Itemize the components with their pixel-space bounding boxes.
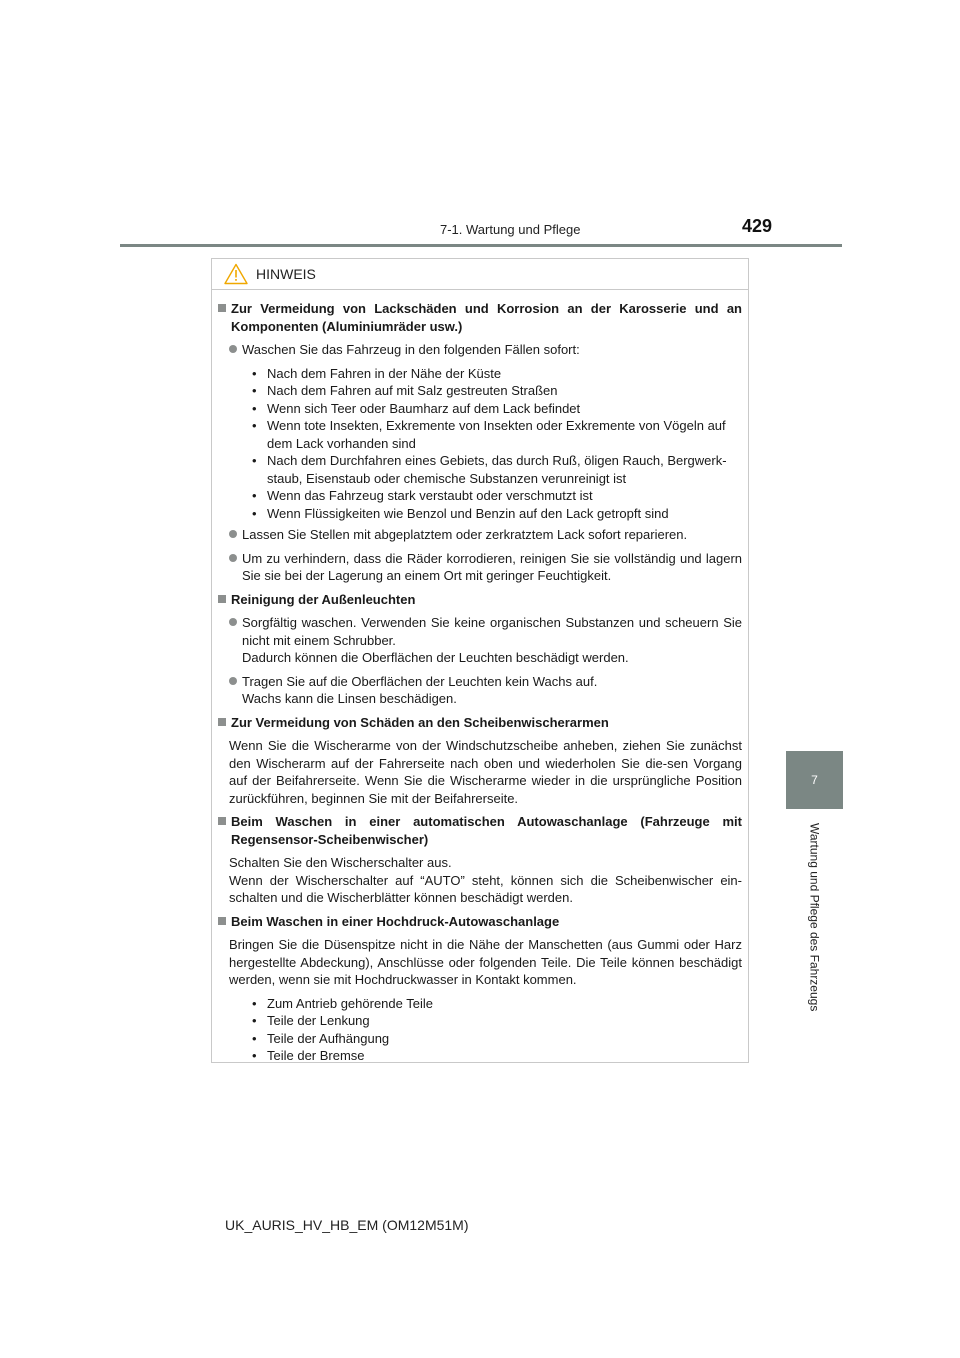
section-heading: Beim Waschen in einer Hochdruck-Autowaschanlage: [218, 913, 742, 931]
header-divider: [120, 244, 842, 247]
paragraph: Bringen Sie die Düsenspitze nicht in die Nähe der Manschetten (aus Gummi oder Harz hergestellte Abdeckung), Anschlüsse oder folgenden Teile. Die Teile können beschädigt werden, wenn sie mit Hochdruckwasser in Kontakt kommen.: [229, 937, 742, 987]
chapter-number: 7: [811, 773, 818, 787]
square-bullet-icon: [218, 817, 226, 825]
notice-label: HINWEIS: [256, 266, 316, 282]
chapter-title: Wartung und Pflege des Fahrzeugs: [807, 822, 822, 1012]
list-item: Tragen Sie auf die Oberflächen der Leuchten kein Wachs auf. Wachs kann die Linsen beschädigen.: [229, 673, 742, 708]
paragraph: Wenn Sie die Wischerarme von der Windschutzscheibe anheben, ziehen Sie zunächst den Wischerarm auf der Fahrerseite nach oben und wiederholen Sie die-sen Vorgang auf der Beifahrerseite. Wenn Sie die Wischerarme wieder in die ursprüngliche Position zurückführen, beginnen Sie mit der Beifahrerseite.: [229, 738, 742, 806]
bullet-list: [247, 995, 742, 1065]
section-heading: Zur Vermeidung von Schäden an den Scheibenwischerarmen: [218, 714, 742, 732]
list-item: Sorgfältig waschen. Verwenden Sie keine organischen Substanzen und scheuern Sie nicht mit einem Schrubber. Dadurch können die Oberflächen der Leuchten beschädigt werden.: [229, 614, 742, 667]
paragraph: Schalten Sie den Wischerschalter aus. Wenn der Wischerschalter auf “AUTO” steht, können sich die Scheibenwischer ein-schalten und die Wischerblätter können beschädigt werden.: [229, 855, 742, 905]
list-item: Lassen Sie Stellen mit abgeplatztem oder zerkratztem Lack sofort reparieren.: [229, 526, 742, 544]
notice-body: [212, 290, 748, 1065]
bullet-list: [247, 365, 742, 523]
list-item: • Nach dem Fahren auf mit Salz gestreuten Straßen: [252, 383, 558, 398]
list-item: • Teile der Aufhängung: [252, 1030, 390, 1046]
square-bullet-icon: [218, 304, 226, 312]
list-item: • Zum Antrieb gehörende Teile: [252, 995, 433, 1011]
page-number: 429: [742, 216, 773, 236]
list-item: Um zu verhindern, dass die Räder korrodieren, reinigen Sie sie vollständig und lagern Sie sie bei der Lagerung an einem Ort mit geringer Feuchtigkeit.: [229, 550, 742, 585]
section-heading: Beim Waschen in einer automatischen Autowaschanlage (Fahrzeuge mit Regensensor-Scheibenwischer): [218, 813, 742, 848]
section-title: 7-1. Wartung und Pflege: [440, 222, 581, 237]
list-item: • Teile der Lenkung: [252, 1013, 370, 1028]
list-item: • Teile der Bremse: [252, 1048, 365, 1063]
square-bullet-icon: [218, 595, 226, 603]
list-item: • Wenn tote Insekten, Exkremente von Insekten oder Exkremente von Vögeln auf dem Lack vorhanden sind: [252, 418, 726, 451]
list-item: Waschen Sie das Fahrzeug in den folgenden Fällen sofort:: [229, 341, 742, 359]
circle-bullet-icon: [229, 554, 237, 562]
list-item: • Wenn das Fahrzeug stark verstaubt oder verschmutzt ist: [252, 488, 593, 503]
square-bullet-icon: [218, 718, 226, 726]
list-item: • Wenn Flüssigkeiten wie Benzol und Benzin auf den Lack getropft sind: [252, 505, 669, 521]
document-code: UK_AURIS_HV_HB_EM (OM12M51M): [225, 1217, 469, 1233]
section-heading: Zur Vermeidung von Lackschäden und Korrosion an der Karosserie und an Komponenten (Aluminiumräder usw.): [218, 300, 742, 335]
circle-bullet-icon: [229, 618, 237, 626]
section-heading: Reinigung der Außenleuchten: [218, 591, 742, 609]
chapter-tab: [786, 751, 843, 809]
list-item: • Wenn sich Teer oder Baumharz auf dem Lack befindet: [252, 400, 581, 416]
notice-box: [211, 258, 749, 1063]
notice-header: [212, 259, 748, 290]
chapter-side-label: [786, 812, 843, 1022]
square-bullet-icon: [218, 917, 226, 925]
circle-bullet-icon: [229, 345, 237, 353]
list-item: • Nach dem Fahren in der Nähe der Küste: [252, 365, 502, 381]
circle-bullet-icon: [229, 677, 237, 685]
warning-triangle-icon: [224, 263, 248, 285]
list-item: • Nach dem Durchfahren eines Gebiets, das durch Ruß, öligen Rauch, Bergwerk-staub, Eisenstaub oder chemische Substanzen verunreinigt ist: [252, 453, 727, 486]
circle-bullet-icon: [229, 530, 237, 538]
